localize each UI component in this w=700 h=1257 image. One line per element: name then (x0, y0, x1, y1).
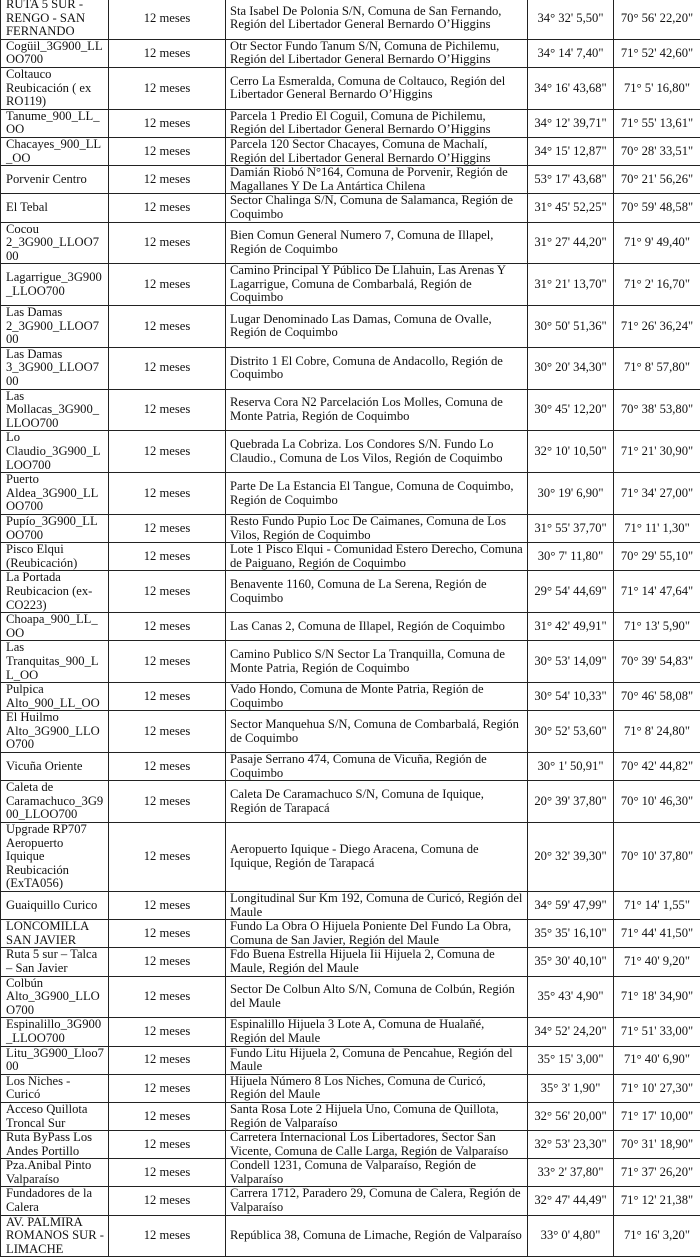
latitude-cell: 34° 52' 24,20" (528, 1018, 614, 1046)
contract-duration-cell: 12 meses (109, 613, 226, 641)
longitude-cell: 71° 51' 33,00" (614, 1018, 700, 1046)
contract-duration-cell: 12 meses (109, 1046, 226, 1074)
site-address-cell: Hijuela Número 8 Los Niches, Comuna de Curicó, Región del Maule (226, 1074, 528, 1102)
site-name-cell: Las Mollacas_3G900_LLOO700 (1, 389, 109, 431)
latitude-cell: 32° 47' 44,49" (528, 1187, 614, 1215)
table-row (1, 1187, 700, 1215)
site-address-cell: Fdo Buena Estrella Hijuela Iii Hijuela 2, Comuna de Maule, Región del Maule (226, 948, 528, 976)
latitude-cell: 20° 39' 37,80" (528, 781, 614, 823)
site-name-cell: Tanume_900_LL_OO (1, 109, 109, 137)
table-row (1, 431, 700, 473)
site-address-cell: Carretera Internacional Los Libertadores, Sector San Vicente, Comuna de Calle Larga, Región de Valparaíso (226, 1131, 528, 1159)
site-address-cell: Pasaje Serrano 474, Comuna de Vicuña, Región de Coquimbo (226, 753, 528, 781)
latitude-cell: 30° 50' 51,36" (528, 306, 614, 348)
site-name-cell: Guaiquillo Curico (1, 892, 109, 920)
latitude-cell: 30° 1' 50,91" (528, 753, 614, 781)
latitude-cell: 32° 10' 10,50" (528, 431, 614, 473)
site-name-cell: Chacayes_900_LL_OO (1, 137, 109, 165)
longitude-cell: 70° 39' 54,83" (614, 641, 700, 683)
latitude-cell: 30° 45' 12,20" (528, 389, 614, 431)
latitude-cell: 30° 53' 14,09" (528, 641, 614, 683)
latitude-cell: 34° 15' 12,87" (528, 137, 614, 165)
latitude-cell: 53° 17' 43,68" (528, 166, 614, 194)
site-address-cell: Aeropuerto Iquique - Diego Aracena, Comuna de Iquique, Región de Tarapacá (226, 823, 528, 892)
table-row (1, 1102, 700, 1130)
site-address-cell: Reserva Cora N2 Parcelación Los Molles, Comuna de Monte Patria, Región de Coquimbo (226, 389, 528, 431)
table-row (1, 1074, 700, 1102)
site-address-cell: Carrera 1712, Paradero 29, Comuna de Calera, Región de Valparaíso (226, 1187, 528, 1215)
longitude-cell: 71° 44' 41,50" (614, 920, 700, 948)
table-row (1, 781, 700, 823)
longitude-cell: 71° 34' 27,00" (614, 473, 700, 515)
table-row (1, 347, 700, 389)
site-address-cell: Fundo La Obra O Hijuela Poniente Del Fundo La Obra, Comuna de San Javier, Región del Maule (226, 920, 528, 948)
latitude-cell: 30° 7' 11,80" (528, 543, 614, 571)
table-row (1, 473, 700, 515)
site-name-cell: Las Tranquitas_900_LL_OO (1, 641, 109, 683)
table-row (1, 711, 700, 753)
table-row (1, 306, 700, 348)
site-address-cell: Camino Publico S/N Sector La Tranquilla, Comuna de Monte Patria, Región de Coquimbo (226, 641, 528, 683)
site-address-cell: Lugar Denominado Las Damas, Comuna de Ovalle, Región de Coquimbo (226, 306, 528, 348)
site-name-cell: Las Damas 3_3G900_LLOO700 (1, 347, 109, 389)
site-address-cell: Vado Hondo, Comuna de Monte Patria, Región de Coquimbo (226, 683, 528, 711)
contract-duration-cell: 12 meses (109, 781, 226, 823)
table-row (1, 1046, 700, 1074)
longitude-cell: 71° 5' 16,80" (614, 67, 700, 109)
longitude-cell: 70° 28' 33,51" (614, 137, 700, 165)
longitude-cell: 71° 26' 36,24" (614, 306, 700, 348)
table-row (1, 948, 700, 976)
longitude-cell: 71° 14' 1,55" (614, 892, 700, 920)
latitude-cell: 31° 27' 44,20" (528, 222, 614, 264)
site-address-cell: Camino Principal Y Público De Llahuin, Las Arenas Y Lagarrigue, Comuna de Combarbalá, Región de Coquimbo (226, 264, 528, 306)
site-address-cell: Bien Comun General Numero 7, Comuna de Illapel, Región de Coquimbo (226, 222, 528, 264)
sites-table-body (1, 0, 700, 1257)
site-address-cell: Otr Sector Fundo Tanum S/N, Comuna de Pichilemu, Región del Libertador General Bernardo O’Higgins (226, 39, 528, 67)
table-row (1, 67, 700, 109)
table-row (1, 137, 700, 165)
site-address-cell: Damián Riobó N°164, Comuna de Porvenir, Región de Magallanes Y De La Antártica Chilena (226, 166, 528, 194)
longitude-cell: 71° 21' 30,90" (614, 431, 700, 473)
site-name-cell: Lagarrigue_3G900_LLOO700 (1, 264, 109, 306)
latitude-cell: 35° 3' 1,90" (528, 1074, 614, 1102)
site-name-cell: AV. PALMIRA ROMANOS SUR - LIMACHE (1, 1215, 109, 1257)
contract-duration-cell: 12 meses (109, 431, 226, 473)
site-name-cell: Porvenir Centro (1, 166, 109, 194)
site-address-cell: Las Canas 2, Comuna de Illapel, Región de Coquimbo (226, 613, 528, 641)
site-name-cell: Los Niches -Curicó (1, 1074, 109, 1102)
contract-duration-cell: 12 meses (109, 389, 226, 431)
latitude-cell: 35° 43' 4,90" (528, 976, 614, 1018)
site-name-cell: Caleta de Caramachuco_3G900_LLOO700 (1, 781, 109, 823)
site-address-cell: Sta Isabel De Polonia S/N, Comuna de San Fernando, Región del Libertador General Bernardo O’Higgins (226, 0, 528, 39)
table-row (1, 543, 700, 571)
site-name-cell: Coltauco Reubicación ( ex RO119) (1, 67, 109, 109)
contract-duration-cell: 12 meses (109, 222, 226, 264)
contract-duration-cell: 12 meses (109, 1074, 226, 1102)
contract-duration-cell: 12 meses (109, 1018, 226, 1046)
table-row (1, 571, 700, 613)
contract-duration-cell: 12 meses (109, 753, 226, 781)
longitude-cell: 71° 17' 10,00" (614, 1102, 700, 1130)
site-address-cell: Parcela 120 Sector Chacayes, Comuna de Machalí, Región del Libertador General Bernardo O’Higgins (226, 137, 528, 165)
site-address-cell: Cerro La Esmeralda, Comuna de Coltauco, Región del Libertador General Bernardo O’Higgins (226, 67, 528, 109)
latitude-cell: 30° 20' 34,30" (528, 347, 614, 389)
contract-duration-cell: 12 meses (109, 264, 226, 306)
site-address-cell: Santa Rosa Lote 2 Hijuela Uno, Comuna de Quillota, Región de Valparaíso (226, 1102, 528, 1130)
contract-duration-cell: 12 meses (109, 571, 226, 613)
latitude-cell: 31° 55' 37,70" (528, 514, 614, 542)
contract-duration-cell: 12 meses (109, 473, 226, 515)
site-name-cell: Choapa_900_LL_OO (1, 613, 109, 641)
longitude-cell: 70° 29' 55,10" (614, 543, 700, 571)
longitude-cell: 71° 2' 16,70" (614, 264, 700, 306)
site-name-cell: Pisco Elqui (Reubicación) (1, 543, 109, 571)
contract-duration-cell: 12 meses (109, 1215, 226, 1257)
contract-duration-cell: 12 meses (109, 39, 226, 67)
table-row (1, 109, 700, 137)
latitude-cell: 32° 53' 23,30" (528, 1131, 614, 1159)
longitude-cell: 71° 14' 47,64" (614, 571, 700, 613)
longitude-cell: 70° 10' 37,80" (614, 823, 700, 892)
table-row (1, 166, 700, 194)
contract-duration-cell: 12 meses (109, 948, 226, 976)
contract-duration-cell: 12 meses (109, 1131, 226, 1159)
latitude-cell: 32° 56' 20,00" (528, 1102, 614, 1130)
table-row (1, 753, 700, 781)
table-row (1, 641, 700, 683)
latitude-cell: 30° 52' 53,60" (528, 711, 614, 753)
latitude-cell: 31° 21' 13,70" (528, 264, 614, 306)
site-address-cell: República 38, Comuna de Limache, Región de Valparaíso (226, 1215, 528, 1257)
site-name-cell: LONCOMILLA SAN JAVIER (1, 920, 109, 948)
site-name-cell: Espinalillo_3G900_LLOO700 (1, 1018, 109, 1046)
table-row (1, 920, 700, 948)
table-row (1, 1159, 700, 1187)
site-address-cell: Sector De Colbun Alto S/N, Comuna de Colbún, Región del Maule (226, 976, 528, 1018)
table-row (1, 892, 700, 920)
contract-duration-cell: 12 meses (109, 823, 226, 892)
site-address-cell: Fundo Litu Hijuela 2, Comuna de Pencahue, Región del Maule (226, 1046, 528, 1074)
contract-duration-cell: 12 meses (109, 683, 226, 711)
latitude-cell: 20° 32' 39,30" (528, 823, 614, 892)
contract-duration-cell: 12 meses (109, 920, 226, 948)
latitude-cell: 34° 12' 39,71" (528, 109, 614, 137)
contract-duration-cell: 12 meses (109, 347, 226, 389)
site-address-cell: Quebrada La Cobriza. Los Condores S/N. Fundo Lo Claudio., Comuna de Los Vilos, Región de Coquimbo (226, 431, 528, 473)
contract-duration-cell: 12 meses (109, 711, 226, 753)
longitude-cell: 71° 18' 34,90" (614, 976, 700, 1018)
longitude-cell: 71° 10' 27,30" (614, 1074, 700, 1102)
longitude-cell: 71° 37' 26,20" (614, 1159, 700, 1187)
longitude-cell: 70° 56' 22,20" (614, 0, 700, 39)
site-address-cell: Sector Chalinga S/N, Comuna de Salamanca, Región de Coquimbo (226, 194, 528, 222)
table-row (1, 1215, 700, 1257)
contract-duration-cell: 12 meses (109, 67, 226, 109)
site-address-cell: Benavente 1160, Comuna de La Serena, Región de Coquimbo (226, 571, 528, 613)
longitude-cell: 70° 31' 18,90" (614, 1131, 700, 1159)
longitude-cell: 70° 42' 44,82" (614, 753, 700, 781)
longitude-cell: 71° 12' 21,38" (614, 1187, 700, 1215)
site-address-cell: Resto Fundo Pupio Loc De Caimanes, Comuna de Los Vilos, Región de Coquimbo (226, 514, 528, 542)
longitude-cell: 71° 55' 13,61" (614, 109, 700, 137)
latitude-cell: 35° 35' 16,10" (528, 920, 614, 948)
site-name-cell: Puerto Aldea_3G900_LLOO700 (1, 473, 109, 515)
table-row (1, 194, 700, 222)
site-name-cell: El Huilmo Alto_3G900_LLOO700 (1, 711, 109, 753)
contract-duration-cell: 12 meses (109, 641, 226, 683)
contract-duration-cell: 12 meses (109, 543, 226, 571)
latitude-cell: 34° 59' 47,99" (528, 892, 614, 920)
longitude-cell: 71° 40' 6,90" (614, 1046, 700, 1074)
site-name-cell: Las Damas 2_3G900_LLOO700 (1, 306, 109, 348)
site-address-cell: Condell 1231, Comuna de Valparaíso, Región de Valparaíso (226, 1159, 528, 1187)
contract-duration-cell: 12 meses (109, 137, 226, 165)
latitude-cell: 30° 54' 10,33" (528, 683, 614, 711)
contract-duration-cell: 12 meses (109, 306, 226, 348)
table-row (1, 389, 700, 431)
longitude-cell: 71° 8' 24,80" (614, 711, 700, 753)
longitude-cell: 70° 21' 56,26" (614, 166, 700, 194)
contract-duration-cell: 12 meses (109, 1159, 226, 1187)
site-name-cell: RUTA 5 SUR - RENGO - SAN FERNANDO (1, 0, 109, 39)
contract-duration-cell: 12 meses (109, 166, 226, 194)
site-address-cell: Sector Manquehua S/N, Comuna de Combarbalá, Región de Coquimbo (226, 711, 528, 753)
table-row (1, 0, 700, 39)
table-row (1, 823, 700, 892)
table-row (1, 514, 700, 542)
site-name-cell: Litu_3G900_Lloo700 (1, 1046, 109, 1074)
latitude-cell: 29° 54' 44,69" (528, 571, 614, 613)
site-name-cell: Fundadores de la Calera (1, 1187, 109, 1215)
site-name-cell: Acceso Quillota Troncal Sur (1, 1102, 109, 1130)
site-name-cell: La Portada Reubicacion (ex-CO223) (1, 571, 109, 613)
longitude-cell: 71° 9' 49,40" (614, 222, 700, 264)
site-name-cell: Colbún Alto_3G900_LLOO700 (1, 976, 109, 1018)
longitude-cell: 70° 59' 48,58" (614, 194, 700, 222)
site-address-cell: Caleta De Caramachuco S/N, Comuna de Iquique, Región de Tarapacá (226, 781, 528, 823)
site-name-cell: Pza.Anibal Pinto Valparaíso (1, 1159, 109, 1187)
latitude-cell: 31° 42' 49,91" (528, 613, 614, 641)
site-address-cell: Espinalillo Hijuela 3 Lote A, Comuna de Hualañé, Región del Maule (226, 1018, 528, 1046)
longitude-cell: 71° 8' 57,80" (614, 347, 700, 389)
site-name-cell: Pupío_3G900_LLOO700 (1, 514, 109, 542)
site-address-cell: Parcela 1 Predio El Coguil, Comuna de Pichilemu, Región del Libertador General Bernardo O’Higgins (226, 109, 528, 137)
site-address-cell: Longitudinal Sur Km 192, Comuna de Curicó, Región del Maule (226, 892, 528, 920)
site-address-cell: Parte De La Estancia El Tangue, Comuna de Coquimbo, Región de Coquimbo (226, 473, 528, 515)
latitude-cell: 33° 0' 4,80" (528, 1215, 614, 1257)
latitude-cell: 31° 45' 52,25" (528, 194, 614, 222)
site-address-cell: Distrito 1 El Cobre, Comuna de Andacollo, Región de Coquimbo (226, 347, 528, 389)
longitude-cell: 70° 10' 46,30" (614, 781, 700, 823)
site-name-cell: El Tebal (1, 194, 109, 222)
latitude-cell: 30° 19' 6,90" (528, 473, 614, 515)
latitude-cell: 34° 16' 43,68" (528, 67, 614, 109)
table-row (1, 613, 700, 641)
table-row (1, 1018, 700, 1046)
latitude-cell: 34° 32' 5,50" (528, 0, 614, 39)
site-name-cell: Ruta 5 sur – Talca – San Javier (1, 948, 109, 976)
table-row (1, 222, 700, 264)
table-row (1, 39, 700, 67)
site-name-cell: Cogüil_3G900_LLOO700 (1, 39, 109, 67)
longitude-cell: 71° 52' 42,60" (614, 39, 700, 67)
latitude-cell: 33° 2' 37,80" (528, 1159, 614, 1187)
longitude-cell: 71° 40' 9,20" (614, 948, 700, 976)
longitude-cell: 71° 11' 1,30" (614, 514, 700, 542)
table-row (1, 683, 700, 711)
contract-duration-cell: 12 meses (109, 0, 226, 39)
contract-duration-cell: 12 meses (109, 514, 226, 542)
contract-duration-cell: 12 meses (109, 194, 226, 222)
latitude-cell: 35° 30' 40,10" (528, 948, 614, 976)
site-name-cell: Upgrade RP707 Aeropuerto Iquique Reubicación (ExTA056) (1, 823, 109, 892)
latitude-cell: 34° 14' 7,40" (528, 39, 614, 67)
latitude-cell: 35° 15' 3,00" (528, 1046, 614, 1074)
table-row (1, 976, 700, 1018)
contract-duration-cell: 12 meses (109, 109, 226, 137)
contract-duration-cell: 12 meses (109, 1187, 226, 1215)
longitude-cell: 71° 16' 3,20" (614, 1215, 700, 1257)
site-name-cell: Cocou 2_3G900_LLOO700 (1, 222, 109, 264)
contract-duration-cell: 12 meses (109, 892, 226, 920)
contract-duration-cell: 12 meses (109, 1102, 226, 1130)
longitude-cell: 71° 13' 5,90" (614, 613, 700, 641)
table-row (1, 1131, 700, 1159)
site-name-cell: Vicuña Oriente (1, 753, 109, 781)
table-row (1, 264, 700, 306)
site-name-cell: Ruta ByPass Los Andes Portillo (1, 1131, 109, 1159)
site-address-cell: Lote 1 Pisco Elqui - Comunidad Estero Derecho, Comuna de Paiguano, Región de Coquimbo (226, 543, 528, 571)
site-name-cell: Lo Claudio_3G900_LLOO700 (1, 431, 109, 473)
site-name-cell: Pulpica Alto_900_LL_OO (1, 683, 109, 711)
longitude-cell: 70° 38' 53,80" (614, 389, 700, 431)
longitude-cell: 70° 46' 58,08" (614, 683, 700, 711)
contract-duration-cell: 12 meses (109, 976, 226, 1018)
